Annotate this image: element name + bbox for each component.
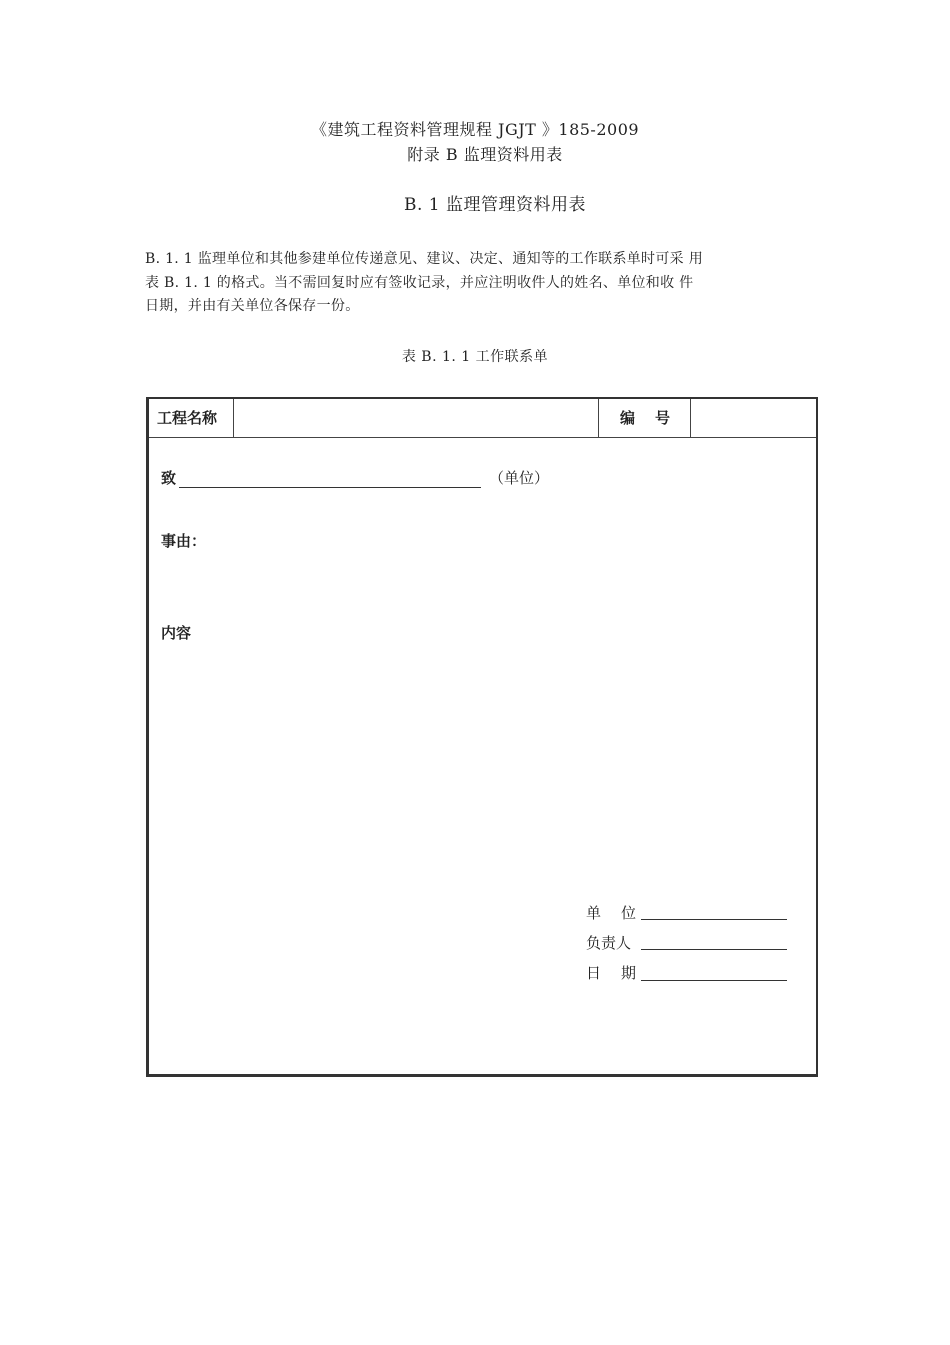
- signature-person-line: [641, 949, 787, 950]
- divider: [598, 399, 599, 437]
- paragraph-line: B. 1. 1 监理单位和其他参建单位传递意见、建议、决定、通知等的工作联系单时可采 用: [145, 251, 704, 267]
- section-title: B. 1 监理管理资料用表: [403, 195, 587, 215]
- to-label: 致: [161, 469, 177, 487]
- table-caption: 表 B. 1. 1 工作联系单: [401, 349, 549, 365]
- number-label: 编号: [620, 409, 691, 427]
- content-label: 内容: [161, 624, 192, 642]
- to-blank-line: [179, 487, 481, 488]
- signature-person-label: 负责人: [586, 934, 632, 952]
- clause-paragraph: [145, 248, 810, 319]
- signature-unit-label: 单位: [586, 904, 657, 922]
- paragraph-line: 日期，并由有关单位各保存一份。: [145, 298, 360, 314]
- appendix-title: 附录 B 监理资料用表: [407, 145, 563, 164]
- project-name-label: 工程名称: [157, 409, 218, 427]
- paragraph-line: 表 B. 1. 1 的格式。当不需回复时应有签收记录，并应注明收件人的姓名、单位和收 件: [145, 274, 694, 291]
- signature-unit-line: [641, 919, 787, 920]
- signature-date-label: 日期: [586, 964, 657, 982]
- work-contact-form: [146, 397, 818, 1077]
- to-unit-label: （单位）: [489, 469, 550, 487]
- document-title: 《建筑工程资料管理规程 JGJT 》185-2009: [310, 120, 640, 139]
- divider: [233, 399, 234, 437]
- divider: [690, 399, 691, 437]
- signature-date-line: [641, 980, 787, 981]
- reason-label: 事由：: [161, 532, 207, 550]
- form-header-row: [149, 399, 816, 438]
